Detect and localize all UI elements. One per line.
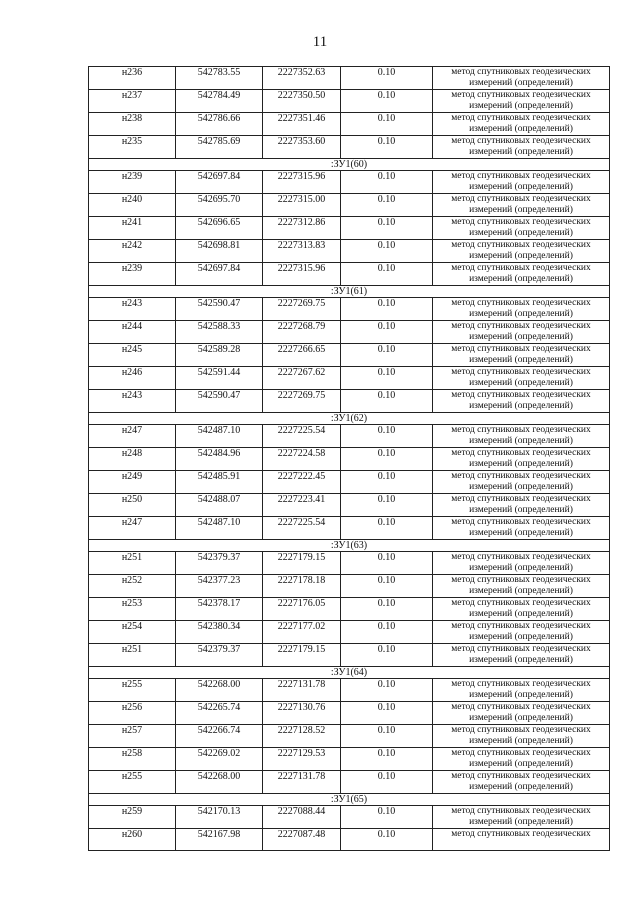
point-row xyxy=(89,240,610,263)
y-coordinate-cell: 2227131.78 xyxy=(263,679,341,702)
y-coordinate-cell: 2227176.05 xyxy=(263,598,341,621)
accuracy-cell: 0.10 xyxy=(341,298,433,321)
point-name-cell: н246 xyxy=(89,367,176,390)
x-coordinate-cell: 542170.13 xyxy=(176,806,263,829)
point-name-cell: н245 xyxy=(89,344,176,367)
point-name-cell: н243 xyxy=(89,390,176,413)
y-coordinate-cell: 2227352.63 xyxy=(263,67,341,90)
x-coordinate-cell: 542784.49 xyxy=(176,90,263,113)
method-cell: метод спутниковых геодезических измерений (определений) xyxy=(433,552,610,575)
accuracy-cell: 0.10 xyxy=(341,598,433,621)
x-coordinate-cell: 542783.55 xyxy=(176,67,263,90)
method-cell: метод спутниковых геодезических измерений (определений) xyxy=(433,240,610,263)
method-cell: метод спутниковых геодезических измерений (определений) xyxy=(433,367,610,390)
x-coordinate-cell: 542697.84 xyxy=(176,263,263,286)
point-name-cell: н242 xyxy=(89,240,176,263)
point-name-cell: н257 xyxy=(89,725,176,748)
method-cell: метод спутниковых геодезических измерений (определений) xyxy=(433,725,610,748)
y-coordinate-cell: 2227222.45 xyxy=(263,471,341,494)
point-row xyxy=(89,321,610,344)
point-row xyxy=(89,425,610,448)
method-cell: метод спутниковых геодезических измерений (определений) xyxy=(433,702,610,725)
coordinates-table-body xyxy=(89,67,610,851)
accuracy-cell: 0.10 xyxy=(341,448,433,471)
point-name-cell: н248 xyxy=(89,448,176,471)
accuracy-cell: 0.10 xyxy=(341,67,433,90)
method-cell: метод спутниковых геодезических измерений (определений) xyxy=(433,298,610,321)
point-row xyxy=(89,575,610,598)
x-coordinate-cell: 542269.02 xyxy=(176,748,263,771)
method-cell: метод спутниковых геодезических измерений (определений) xyxy=(433,171,610,194)
x-coordinate-cell: 542379.37 xyxy=(176,644,263,667)
point-name-cell: н256 xyxy=(89,702,176,725)
point-row xyxy=(89,171,610,194)
x-coordinate-cell: 542487.10 xyxy=(176,425,263,448)
method-cell: метод спутниковых геодезических измерений (определений) xyxy=(433,471,610,494)
y-coordinate-cell: 2227128.52 xyxy=(263,725,341,748)
point-name-cell: н258 xyxy=(89,748,176,771)
x-coordinate-cell: 542266.74 xyxy=(176,725,263,748)
point-name-cell: н240 xyxy=(89,194,176,217)
accuracy-cell: 0.10 xyxy=(341,517,433,540)
y-coordinate-cell: 2227225.54 xyxy=(263,425,341,448)
point-row xyxy=(89,829,610,851)
point-row xyxy=(89,702,610,725)
y-coordinate-cell: 2227267.62 xyxy=(263,367,341,390)
point-name-cell: н243 xyxy=(89,298,176,321)
x-coordinate-cell: 542378.17 xyxy=(176,598,263,621)
y-coordinate-cell: 2227131.78 xyxy=(263,771,341,794)
method-cell: метод спутниковых геодезических измерений (определений) xyxy=(433,344,610,367)
method-cell: метод спутниковых геодезических измерений (определений) xyxy=(433,67,610,90)
point-name-cell: н247 xyxy=(89,425,176,448)
point-row xyxy=(89,552,610,575)
accuracy-cell: 0.10 xyxy=(341,702,433,725)
point-row xyxy=(89,517,610,540)
accuracy-cell: 0.10 xyxy=(341,390,433,413)
point-name-cell: н255 xyxy=(89,771,176,794)
method-cell: метод спутниковых геодезических измерений (определений) xyxy=(433,113,610,136)
point-name-cell: н252 xyxy=(89,575,176,598)
coordinates-table xyxy=(88,66,610,851)
y-coordinate-cell: 2227315.96 xyxy=(263,263,341,286)
point-row xyxy=(89,344,610,367)
point-row xyxy=(89,679,610,702)
section-header-row xyxy=(89,540,610,552)
method-cell: метод спутниковых геодезических измерений (определений) xyxy=(433,217,610,240)
y-coordinate-cell: 2227313.83 xyxy=(263,240,341,263)
x-coordinate-cell: 542590.47 xyxy=(176,298,263,321)
point-row xyxy=(89,298,610,321)
point-row xyxy=(89,448,610,471)
method-cell: метод спутниковых геодезических измерений (определений) xyxy=(433,575,610,598)
section-header-row xyxy=(89,286,610,298)
point-row xyxy=(89,748,610,771)
accuracy-cell: 0.10 xyxy=(341,644,433,667)
accuracy-cell: 0.10 xyxy=(341,171,433,194)
method-cell: метод спутниковых геодезических измерений (определений) xyxy=(433,321,610,344)
method-cell: метод спутниковых геодезических измерений (определений) xyxy=(433,448,610,471)
point-name-cell: н244 xyxy=(89,321,176,344)
y-coordinate-cell: 2227179.15 xyxy=(263,552,341,575)
method-cell: метод спутниковых геодезических измерений (определений) xyxy=(433,748,610,771)
page-number: 11 xyxy=(312,34,328,50)
point-name-cell: н238 xyxy=(89,113,176,136)
accuracy-cell: 0.10 xyxy=(341,725,433,748)
x-coordinate-cell: 542589.28 xyxy=(176,344,263,367)
x-coordinate-cell: 542487.10 xyxy=(176,517,263,540)
method-cell: метод спутниковых геодезических измерений (определений) xyxy=(433,90,610,113)
point-name-cell: н260 xyxy=(89,829,176,851)
accuracy-cell: 0.10 xyxy=(341,679,433,702)
accuracy-cell: 0.10 xyxy=(341,194,433,217)
point-name-cell: н235 xyxy=(89,136,176,159)
accuracy-cell: 0.10 xyxy=(341,425,433,448)
point-name-cell: н239 xyxy=(89,263,176,286)
point-name-cell: н259 xyxy=(89,806,176,829)
point-name-cell: н251 xyxy=(89,552,176,575)
x-coordinate-cell: 542785.69 xyxy=(176,136,263,159)
accuracy-cell: 0.10 xyxy=(341,90,433,113)
method-cell: метод спутниковых геодезических измерений (определений) xyxy=(433,771,610,794)
accuracy-cell: 0.10 xyxy=(341,367,433,390)
x-coordinate-cell: 542377.23 xyxy=(176,575,263,598)
x-coordinate-cell: 542588.33 xyxy=(176,321,263,344)
section-header-row xyxy=(89,667,610,679)
x-coordinate-cell: 542488.07 xyxy=(176,494,263,517)
y-coordinate-cell: 2227266.65 xyxy=(263,344,341,367)
point-row xyxy=(89,217,610,240)
accuracy-cell: 0.10 xyxy=(341,552,433,575)
accuracy-cell: 0.10 xyxy=(341,806,433,829)
x-coordinate-cell: 542786.66 xyxy=(176,113,263,136)
y-coordinate-cell: 2227269.75 xyxy=(263,390,341,413)
point-row xyxy=(89,494,610,517)
section-header-row xyxy=(89,413,610,425)
method-cell: метод спутниковых геодезических измерений (определений) xyxy=(433,390,610,413)
x-coordinate-cell: 542379.37 xyxy=(176,552,263,575)
accuracy-cell: 0.10 xyxy=(341,136,433,159)
section-label: :ЗУ1(62) xyxy=(89,413,610,425)
point-row xyxy=(89,725,610,748)
y-coordinate-cell: 2227269.75 xyxy=(263,298,341,321)
point-name-cell: н253 xyxy=(89,598,176,621)
accuracy-cell: 0.10 xyxy=(341,217,433,240)
accuracy-cell: 0.10 xyxy=(341,321,433,344)
y-coordinate-cell: 2227129.53 xyxy=(263,748,341,771)
point-name-cell: н250 xyxy=(89,494,176,517)
point-name-cell: н254 xyxy=(89,621,176,644)
x-coordinate-cell: 542485.91 xyxy=(176,471,263,494)
point-row xyxy=(89,263,610,286)
section-label: :ЗУ1(65) xyxy=(89,794,610,806)
method-cell: метод спутниковых геодезических измерений (определений) xyxy=(433,263,610,286)
y-coordinate-cell: 2227351.46 xyxy=(263,113,341,136)
point-row xyxy=(89,90,610,113)
accuracy-cell: 0.10 xyxy=(341,748,433,771)
x-coordinate-cell: 542698.81 xyxy=(176,240,263,263)
y-coordinate-cell: 2227315.00 xyxy=(263,194,341,217)
point-row xyxy=(89,771,610,794)
method-cell: метод спутниковых геодезических измерений (определений) xyxy=(433,494,610,517)
point-name-cell: н237 xyxy=(89,90,176,113)
section-label: :ЗУ1(61) xyxy=(89,286,610,298)
point-name-cell: н249 xyxy=(89,471,176,494)
accuracy-cell: 0.10 xyxy=(341,494,433,517)
point-name-cell: н236 xyxy=(89,67,176,90)
point-name-cell: н255 xyxy=(89,679,176,702)
point-row xyxy=(89,367,610,390)
y-coordinate-cell: 2227312.86 xyxy=(263,217,341,240)
point-row xyxy=(89,113,610,136)
accuracy-cell: 0.10 xyxy=(341,263,433,286)
y-coordinate-cell: 2227177.02 xyxy=(263,621,341,644)
section-header-row xyxy=(89,159,610,171)
y-coordinate-cell: 2227223.41 xyxy=(263,494,341,517)
accuracy-cell: 0.10 xyxy=(341,575,433,598)
accuracy-cell: 0.10 xyxy=(341,471,433,494)
x-coordinate-cell: 542380.34 xyxy=(176,621,263,644)
accuracy-cell: 0.10 xyxy=(341,771,433,794)
y-coordinate-cell: 2227225.54 xyxy=(263,517,341,540)
method-cell: метод спутниковых геодезических измерений (определений) xyxy=(433,598,610,621)
y-coordinate-cell: 2227178.18 xyxy=(263,575,341,598)
section-header-row xyxy=(89,794,610,806)
point-row xyxy=(89,806,610,829)
accuracy-cell: 0.10 xyxy=(341,344,433,367)
y-coordinate-cell: 2227350.50 xyxy=(263,90,341,113)
y-coordinate-cell: 2227088.44 xyxy=(263,806,341,829)
method-cell: метод спутниковых геодезических измерений (определений) xyxy=(433,644,610,667)
x-coordinate-cell: 542590.47 xyxy=(176,390,263,413)
point-name-cell: н241 xyxy=(89,217,176,240)
point-name-cell: н239 xyxy=(89,171,176,194)
point-row xyxy=(89,598,610,621)
point-name-cell: н251 xyxy=(89,644,176,667)
x-coordinate-cell: 542268.00 xyxy=(176,679,263,702)
x-coordinate-cell: 542265.74 xyxy=(176,702,263,725)
method-cell: метод спутниковых геодезических xyxy=(433,829,610,851)
point-row xyxy=(89,136,610,159)
point-row xyxy=(89,67,610,90)
method-cell: метод спутниковых геодезических измерений (определений) xyxy=(433,679,610,702)
point-row xyxy=(89,471,610,494)
section-label: :ЗУ1(64) xyxy=(89,667,610,679)
point-row xyxy=(89,194,610,217)
x-coordinate-cell: 542591.44 xyxy=(176,367,263,390)
method-cell: метод спутниковых геодезических измерений (определений) xyxy=(433,517,610,540)
method-cell: метод спутниковых геодезических измерений (определений) xyxy=(433,136,610,159)
section-label: :ЗУ1(60) xyxy=(89,159,610,171)
y-coordinate-cell: 2227224.58 xyxy=(263,448,341,471)
y-coordinate-cell: 2227130.76 xyxy=(263,702,341,725)
y-coordinate-cell: 2227353.60 xyxy=(263,136,341,159)
point-row xyxy=(89,621,610,644)
y-coordinate-cell: 2227179.15 xyxy=(263,644,341,667)
y-coordinate-cell: 2227315.96 xyxy=(263,171,341,194)
method-cell: метод спутниковых геодезических измерений (определений) xyxy=(433,194,610,217)
accuracy-cell: 0.10 xyxy=(341,240,433,263)
x-coordinate-cell: 542484.96 xyxy=(176,448,263,471)
method-cell: метод спутниковых геодезических измерений (определений) xyxy=(433,425,610,448)
point-row xyxy=(89,644,610,667)
accuracy-cell: 0.10 xyxy=(341,621,433,644)
point-row xyxy=(89,390,610,413)
x-coordinate-cell: 542695.70 xyxy=(176,194,263,217)
y-coordinate-cell: 2227268.79 xyxy=(263,321,341,344)
y-coordinate-cell: 2227087.48 xyxy=(263,829,341,851)
method-cell: метод спутниковых геодезических измерений (определений) xyxy=(433,621,610,644)
section-label: :ЗУ1(63) xyxy=(89,540,610,552)
accuracy-cell: 0.10 xyxy=(341,829,433,851)
method-cell: метод спутниковых геодезических измерений (определений) xyxy=(433,806,610,829)
x-coordinate-cell: 542268.00 xyxy=(176,771,263,794)
point-name-cell: н247 xyxy=(89,517,176,540)
x-coordinate-cell: 542697.84 xyxy=(176,171,263,194)
accuracy-cell: 0.10 xyxy=(341,113,433,136)
x-coordinate-cell: 542696.65 xyxy=(176,217,263,240)
x-coordinate-cell: 542167.98 xyxy=(176,829,263,851)
